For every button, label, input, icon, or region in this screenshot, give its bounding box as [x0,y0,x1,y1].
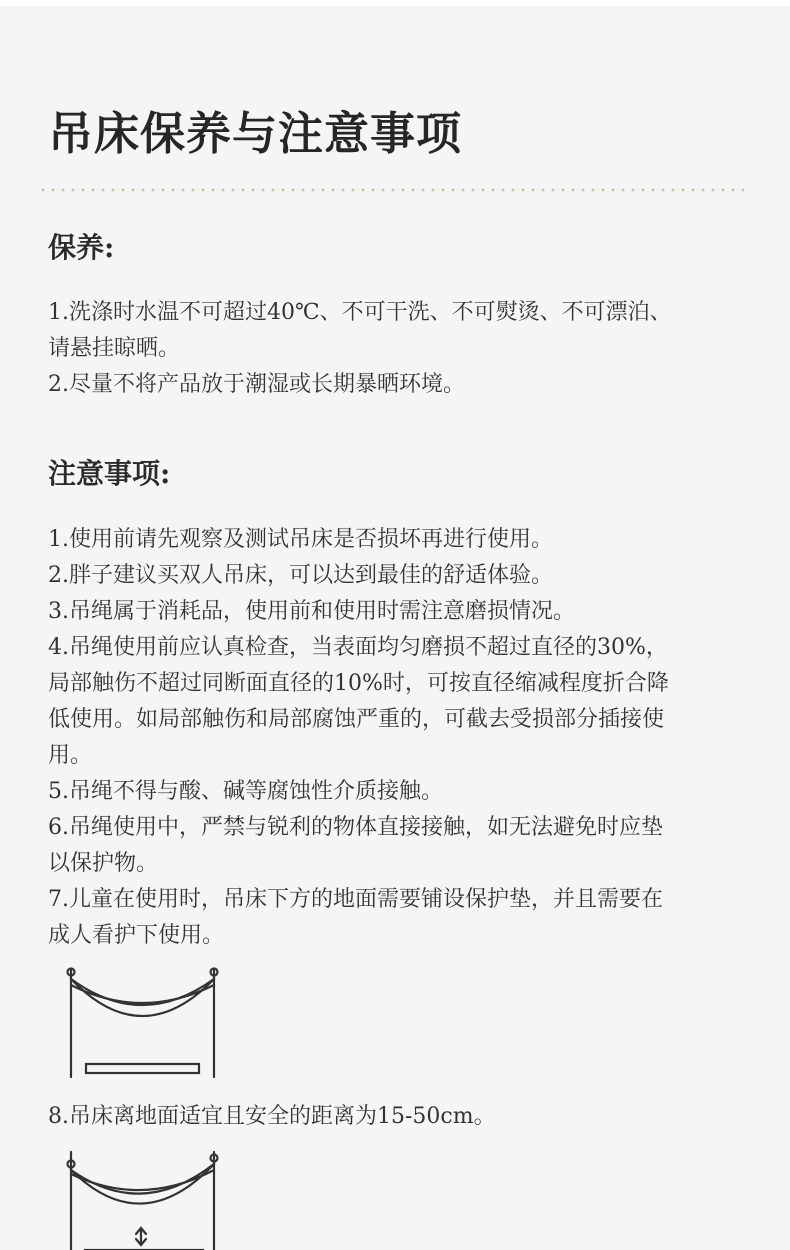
care-heading: 保养: [48,231,115,264]
list-item: 8.吊床离地面适宜且安全的距离为15-50cm。 [48,1104,496,1129]
notes-list [48,522,748,954]
care-list [48,295,748,403]
page-title: 吊床保养与注意事项 [48,107,463,160]
list-item: 2.尽量不将产品放于潮湿或长期暴晒环境。 [48,372,465,397]
page [0,6,790,1250]
hammock-mat-illustration [60,961,230,1081]
list-item: 2.胖子建议买双人吊床，可以达到最佳的舒适体验。 [48,563,553,588]
list-item: 7.儿童在使用时，吊床下方的地面需要铺设保护垫，并且需要在 成人看护下使用。 [48,887,663,948]
list-item: 4.吊绳使用前应认真检查，当表面均匀磨损不超过直径的30%， 局部触伤不超过同断面直径的10%时，可按直径缩减程度折合降 低使用。如局部触伤和局部腐蚀严重的，可截去受损部分插接使 用。 [48,635,669,768]
hammock-height-illustration [60,1144,230,1250]
list-item: 1.使用前请先观察及测试吊床是否损坏再进行使用。 [48,527,553,552]
list-item: 1.洗涤时水温不可超过40℃、不可干洗、不可熨烫、不可漂泊、 请悬挂晾晒。 [48,300,672,361]
list-item: 6.吊绳使用中，严禁与锐利的物体直接接触，如无法避免时应垫 以保护物。 [48,815,663,876]
item-8-wrapper [48,1099,748,1135]
dotted-divider [38,188,744,192]
list-item: 5.吊绳不得与酸、碱等腐蚀性介质接触。 [48,779,443,804]
list-item: 3.吊绳属于消耗品，使用前和使用时需注意磨损情况。 [48,599,575,624]
notes-heading: 注意事项: [48,457,171,490]
